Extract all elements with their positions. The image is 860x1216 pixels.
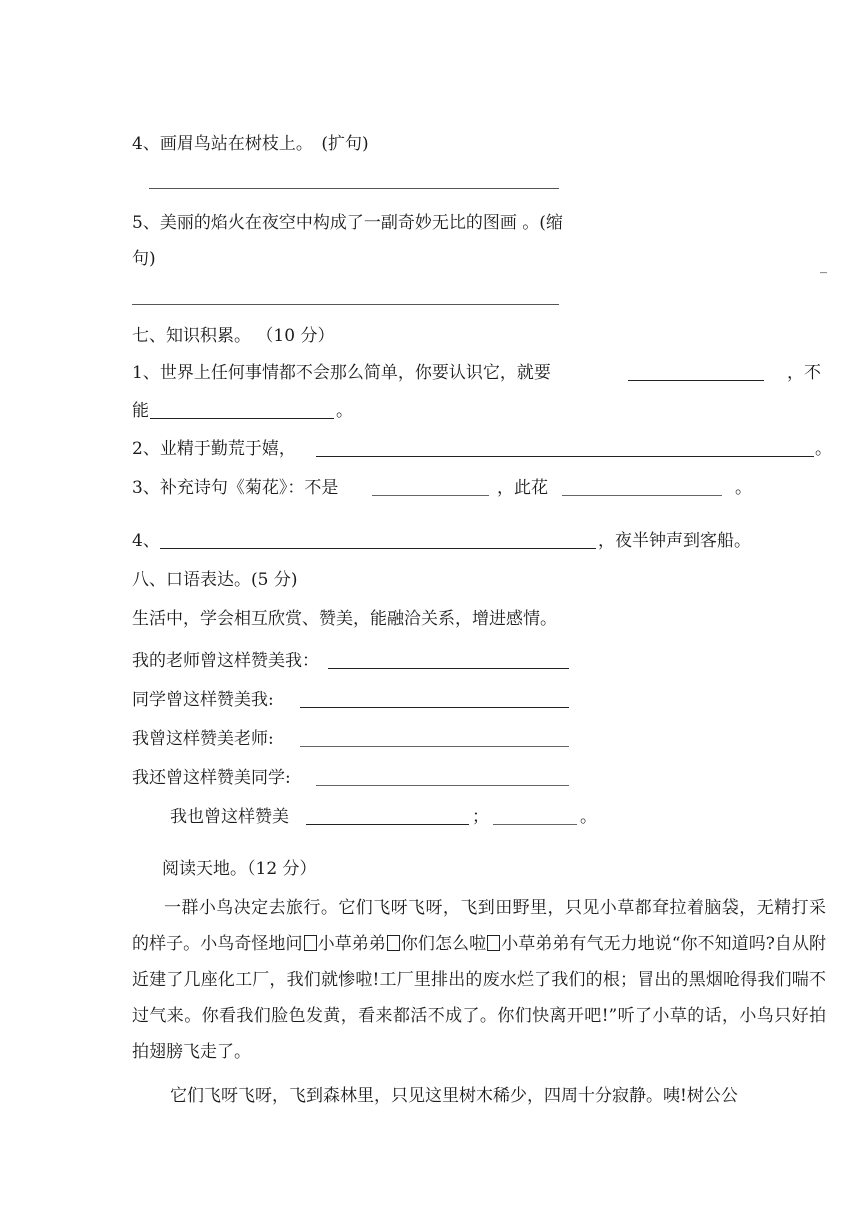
praise-answer-5a[interactable] bbox=[306, 806, 469, 825]
answer-blank-7-3a[interactable] bbox=[372, 477, 489, 496]
praise-answer-3[interactable] bbox=[300, 728, 569, 747]
answer-line-6-5[interactable] bbox=[132, 304, 559, 305]
question-7-2: 2、业精于勤荒于嬉， bbox=[132, 439, 296, 459]
question-7-2-end: 。 bbox=[815, 439, 832, 459]
question-7-4-end: ，夜半钟声到客船。 bbox=[598, 531, 751, 551]
answer-line-6-4[interactable] bbox=[149, 188, 559, 189]
reading-paragraph-2: 它们飞呀飞呀，飞到森林里，只见这里树木稀少，四周十分寂静。咦!树公公 bbox=[170, 1086, 738, 1106]
punctuation-blank-2[interactable] bbox=[387, 935, 400, 951]
praise-sep: ； bbox=[472, 807, 489, 827]
praise-end: 。 bbox=[580, 807, 597, 827]
question-7-1-cont: 能 bbox=[132, 401, 149, 421]
praise-prompt-1: 我的老师曾这样赞美我： bbox=[132, 651, 319, 671]
stray-mark: _ bbox=[820, 258, 827, 274]
praise-prompt-5: 我也曾这样赞美 bbox=[170, 807, 289, 827]
punctuation-blank-3[interactable] bbox=[487, 935, 500, 951]
answer-blank-7-2[interactable] bbox=[316, 438, 814, 457]
question-6-5-line1: 5、美丽的焰火在夜空中构成了一副奇妙无比的图画 。(缩 bbox=[132, 213, 563, 233]
question-7-3-end: 。 bbox=[735, 478, 752, 498]
punctuation-blank-1[interactable] bbox=[304, 935, 317, 951]
answer-blank-7-4[interactable] bbox=[160, 530, 596, 549]
praise-prompt-2: 同学曾这样赞美我: bbox=[132, 690, 274, 710]
question-6-4: 4、画眉鸟站在树枝上。 (扩句) bbox=[132, 134, 369, 154]
question-7-1-text: 1、世界上任何事情都不会那么简单，你要认识它，就要 bbox=[132, 363, 551, 383]
praise-answer-5b[interactable] bbox=[493, 806, 577, 825]
question-6-5-line2: 句) bbox=[132, 249, 156, 269]
question-7-1 bbox=[132, 362, 551, 384]
praise-answer-4[interactable] bbox=[316, 767, 569, 786]
question-7-4: 4、 bbox=[132, 531, 160, 551]
answer-blank-7-1b[interactable] bbox=[150, 400, 334, 419]
question-7-1-end: 。 bbox=[336, 401, 353, 421]
section-7-heading: 七、知识积累。 （10 分） bbox=[132, 326, 335, 346]
question-7-3: 3、补充诗句《菊花》：不是 bbox=[132, 478, 339, 498]
section-8-intro: 生活中，学会相互欣赏、赞美，能融洽关系，增进感情。 bbox=[132, 609, 557, 629]
question-7-3-mid: ，此花 bbox=[497, 478, 548, 498]
praise-prompt-3: 我曾这样赞美老师: bbox=[132, 729, 274, 749]
praise-prompt-4: 我还曾这样赞美同学: bbox=[132, 768, 291, 788]
answer-blank-7-3b[interactable] bbox=[562, 477, 722, 496]
reading-heading: 阅读天地。（12 分） bbox=[162, 859, 317, 879]
praise-answer-2[interactable] bbox=[300, 689, 569, 708]
question-7-1-tail: ，不 bbox=[787, 363, 821, 383]
reading-paragraph-1: 一群小鸟决定去旅行。它们飞呀飞呀，飞到田野里，只见小草都耷拉着脑袋，无精打采的样子。小鸟奇怪地问 小草弟弟 你们怎么啦 小草弟弟有气无力地说“你不知道吗?自从附近建了几座化工厂，我们就惨啦!工厂里排出的废水烂了我们的根；冒出的黑烟呛得我们喘不过气来。你看我们脸色发黄，看来都活不成了。你们快离开吧!”听了小草的话，小鸟只好拍拍翅膀飞走了。 bbox=[132, 898, 827, 1062]
praise-answer-1[interactable] bbox=[328, 650, 569, 669]
section-8-heading: 八、口语表达。(5 分) bbox=[132, 570, 298, 590]
answer-blank-7-1a[interactable] bbox=[628, 362, 764, 381]
